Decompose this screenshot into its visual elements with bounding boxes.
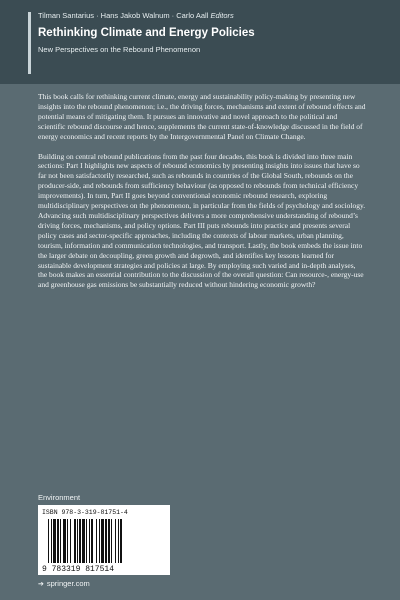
book-subtitle: New Perspectives on the Rebound Phenomenon xyxy=(38,45,201,54)
blurb-paragraph-2: Building on central rebound publications from the past four decades, this book is divided into three main sections: Part I highlights new aspects of rebound economics by presenting insights into issues that have so far not been satisfactorily researched, such as rebounds in countries of the Global South, rebounds on the producer-side, and rebounds from sufficiency behaviour (as opposed to rebounds from technical efficiency improvements). In turn, Part II goes beyond conventional economic rebound research, exploring multidisciplinary perspectives on the phenomenon, in particular from the fields of psychology and sociology. Advancing such multidisciplinary perspectives delivers a more comprehensive understanding of rebound’s driving forces, mechanisms, and policy options. Part III puts rebounds into practice and presents several policy cases and sector-specific approaches, including the contexts of labour markets, urban planning, tourism, information and communication technologies, and transport. Lastly, the book embeds the issue into the larger debate on decoupling, green growth and degrowth, and identifies key lessons learned for sustainable development strategies and policies at large. By employing such varied and in-depth analyses, the book makes an essential contribution to the discussion of the overall question: Can resource-, energy-use and greenhouse gas emissions be substantially reduced without hindering economic growth? xyxy=(38,151,366,290)
editors-label: Editors xyxy=(210,11,234,20)
publisher-link[interactable] xyxy=(38,579,90,588)
author-line xyxy=(38,11,234,20)
publisher-url: springer.com xyxy=(46,579,90,588)
blurb-paragraph-1: This book calls for rethinking current climate, energy and sustainability policy-making by presenting new insights into the rebound phenomenon; i.e., the driving forces, mechanisms and extent of rebound effects and potential means of mitigating them. It pursues an innovative and novel approach to the political and scientific rebound discourse and hence, supplements the current state-of-knowledge discussed in the field of energy economics and recent reports by the Intergovernmental Panel on Climate Change. xyxy=(38,92,366,141)
subject-category: Environment xyxy=(38,493,81,502)
accent-bar xyxy=(28,12,31,74)
barcode-number: 9 783319 817514 xyxy=(42,565,115,574)
author-names: Tilman Santarius · Hans Jakob Walnum · Carlo Aall xyxy=(38,11,209,20)
arrow-right-icon: ➔ xyxy=(38,580,44,588)
book-title: Rethinking Climate and Energy Policies xyxy=(38,27,255,39)
back-cover-blurb xyxy=(38,92,366,290)
isbn-label: ISBN 978-3-319-81751-4 xyxy=(42,509,128,516)
cover-header xyxy=(0,0,400,84)
isbn-barcode xyxy=(38,505,170,575)
barcode-bars xyxy=(48,519,160,563)
